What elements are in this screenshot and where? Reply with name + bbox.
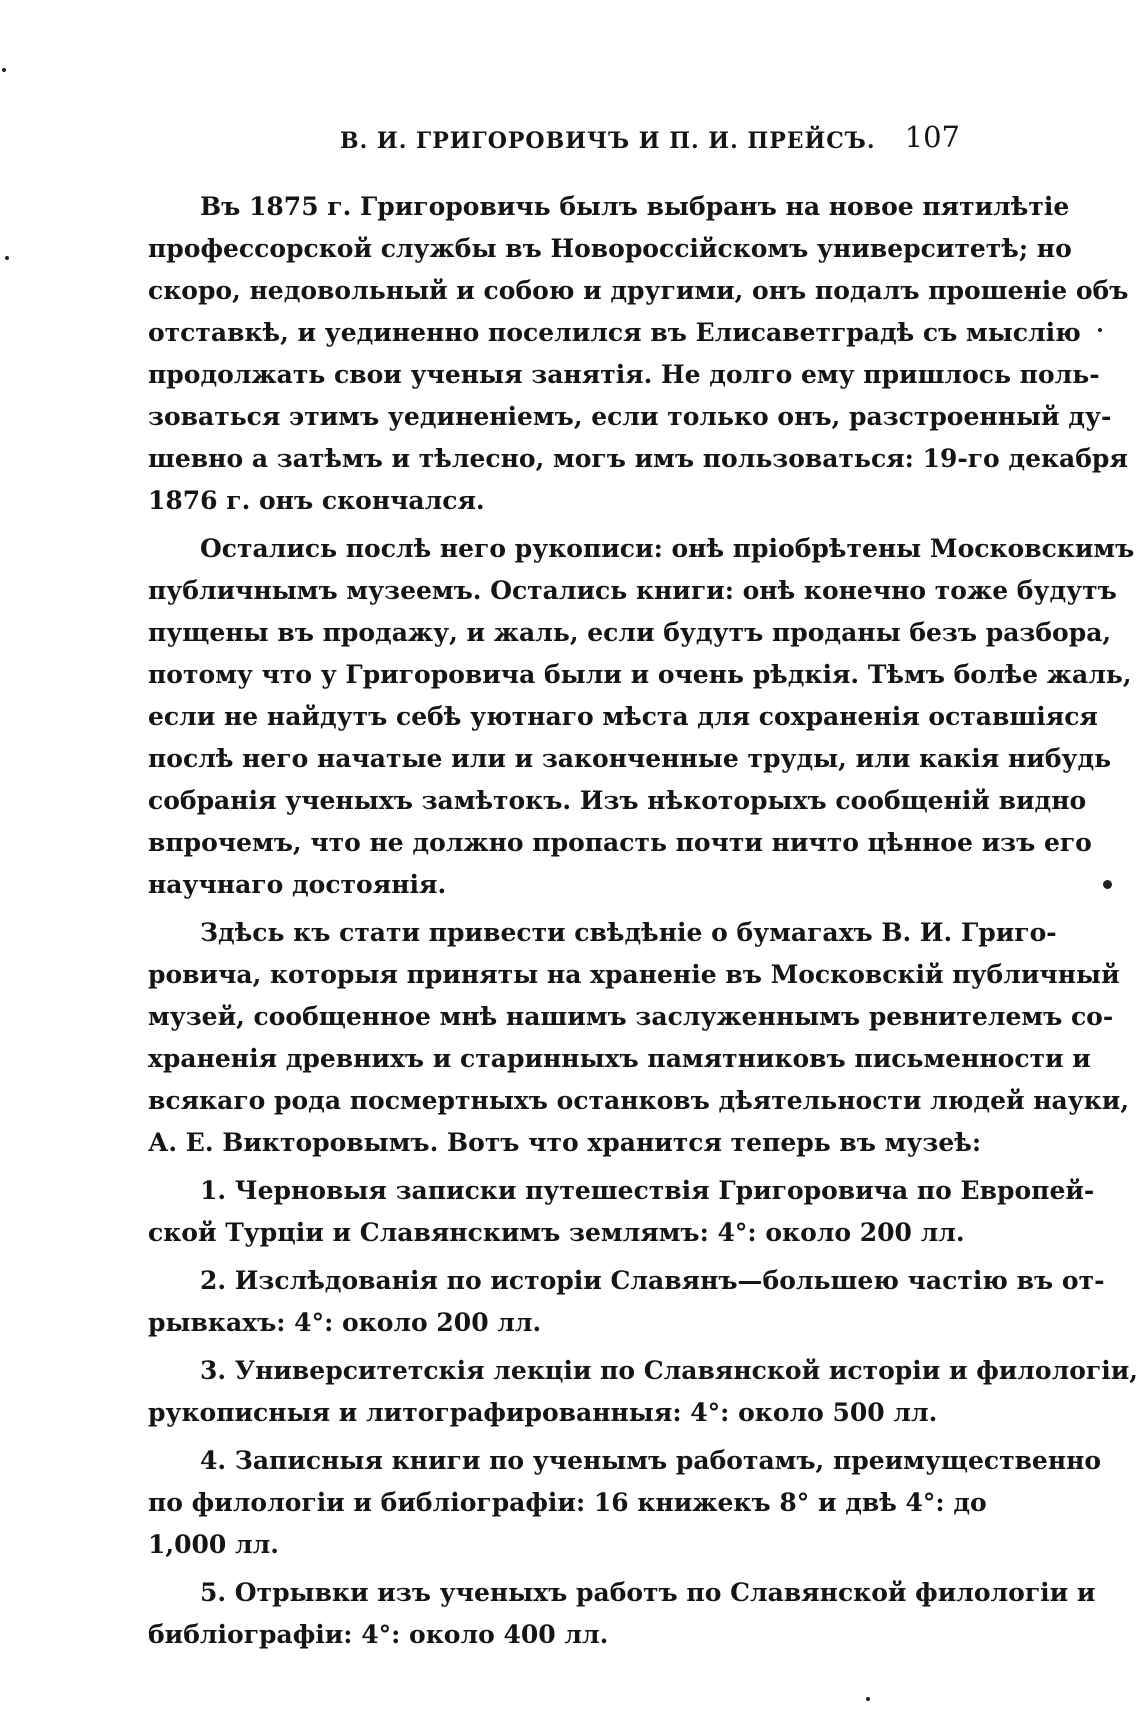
list-item-4 <box>148 1440 1102 1566</box>
text-line: рывкахъ: 4°: около 200 лл. <box>148 1308 542 1337</box>
text-line: 5. Отрывки изъ ученыхъ работъ по Славянской филологіи и <box>200 1578 1096 1607</box>
text-line: потому что у Григоровича были и очень рѣдкія. Тѣмъ болѣе жаль, <box>148 660 1132 689</box>
text-line: по филологіи и библіографіи: 16 книжекъ 8° и двѣ 4°: до <box>148 1488 987 1517</box>
paragraph-1 <box>148 186 1129 522</box>
text-line: послѣ него начатые или и законченные труды, или какія нибудь <box>148 744 1112 773</box>
text-line: Въ 1875 г. Григоровичь былъ выбранъ на новое пятилѣтіе <box>200 192 1070 221</box>
text-line: пущены въ продажу, и жаль, если будутъ проданы безъ разбора, <box>148 618 1112 647</box>
text-line: научнаго достоянія. <box>148 870 447 899</box>
text-line: скоро, недовольный и собою и другими, онъ подалъ прошеніе объ <box>148 276 1129 305</box>
text-line: 1876 г. онъ скончался. <box>148 486 485 515</box>
text-line: профессорской службы въ Новороссійскомъ университетѣ; но <box>148 234 1072 263</box>
list-item-1 <box>148 1170 1095 1254</box>
running-head: В. И. ГРИГОРОВИЧЪ И П. И. ПРЕЙСЪ. <box>340 128 876 154</box>
text-line: публичнымъ музеемъ. Остались книги: онѣ конечно тоже будутъ <box>148 576 1117 605</box>
text-line: впрочемъ, что не должно пропасть почти ничто цѣнное изъ его <box>148 828 1092 857</box>
text-line: собранія ученыхъ замѣтокъ. Изъ нѣкоторыхъ сообщеній видно <box>148 786 1087 815</box>
text-line: 4. Записныя книги по ученымъ работамъ, преимущественно <box>200 1446 1102 1475</box>
text-line: ровича, которыя приняты на храненіе въ Московскій публичный <box>148 960 1120 989</box>
scan-speck <box>1103 880 1112 889</box>
text-line: Остались послѣ него рукописи: онѣ пріобрѣтены Московскимъ <box>200 534 1135 563</box>
text-line: шевно а затѣмъ и тѣлесно, могъ имъ пользоваться: 19-го декабря <box>148 444 1128 473</box>
text-line: 1. Черновыя записки путешествія Григоровича по Европей- <box>200 1176 1095 1205</box>
text-line: 2. Изслѣдованія по исторіи Славянъ—большею частію въ от- <box>200 1266 1105 1295</box>
body-text <box>148 186 1138 1656</box>
scan-speck <box>866 1697 870 1701</box>
scan-speck <box>5 256 9 260</box>
list-item-3 <box>148 1350 1138 1434</box>
paragraph-2 <box>148 528 1135 906</box>
text-line: если не найдутъ себѣ уютнаго мѣста для сохраненія оставшіяся <box>148 702 1098 731</box>
text-line: рукописныя и литографированныя: 4°: около 500 лл. <box>148 1398 938 1427</box>
scan-speck <box>2 68 6 72</box>
text-line: всякаго рода посмертныхъ останковъ дѣятельности людей науки, <box>148 1086 1130 1115</box>
text-line: 1,000 лл. <box>148 1530 279 1559</box>
text-line: Здѣсь къ стати привести свѣдѣніе о бумагахъ В. И. Григо- <box>200 918 1057 947</box>
text-line: ской Турціи и Славянскимъ землямъ: 4°: около 200 лл. <box>148 1218 965 1247</box>
text-line: библіографіи: 4°: около 400 лл. <box>148 1620 609 1649</box>
text-line: отставкѣ, и уединенно поселился въ Елисаветградѣ съ мыслію <box>148 318 1081 347</box>
text-line: музей, сообщенное мнѣ нашимъ заслуженнымъ ревнителемъ со- <box>148 1002 1114 1031</box>
text-line: зоваться этимъ уединеніемъ, если только онъ, разстроенный ду- <box>148 402 1112 431</box>
text-line: храненія древнихъ и старинныхъ памятниковъ письменности и <box>148 1044 1091 1073</box>
scan-speck <box>1098 328 1102 332</box>
page-header <box>148 120 960 160</box>
paragraph-3 <box>148 912 1130 1164</box>
list-item-2 <box>148 1260 1105 1344</box>
text-line: продолжать свои ученыя занятія. Не долго ему пришлось поль- <box>148 360 1100 389</box>
text-line: 3. Университетскія лекціи по Славянской исторіи и филологіи, <box>200 1356 1138 1385</box>
page-number: 107 <box>904 120 960 154</box>
list-item-5 <box>148 1572 1096 1656</box>
text-line: А. Е. Викторовымъ. Вотъ что хранится теперь въ музеѣ: <box>148 1128 982 1157</box>
